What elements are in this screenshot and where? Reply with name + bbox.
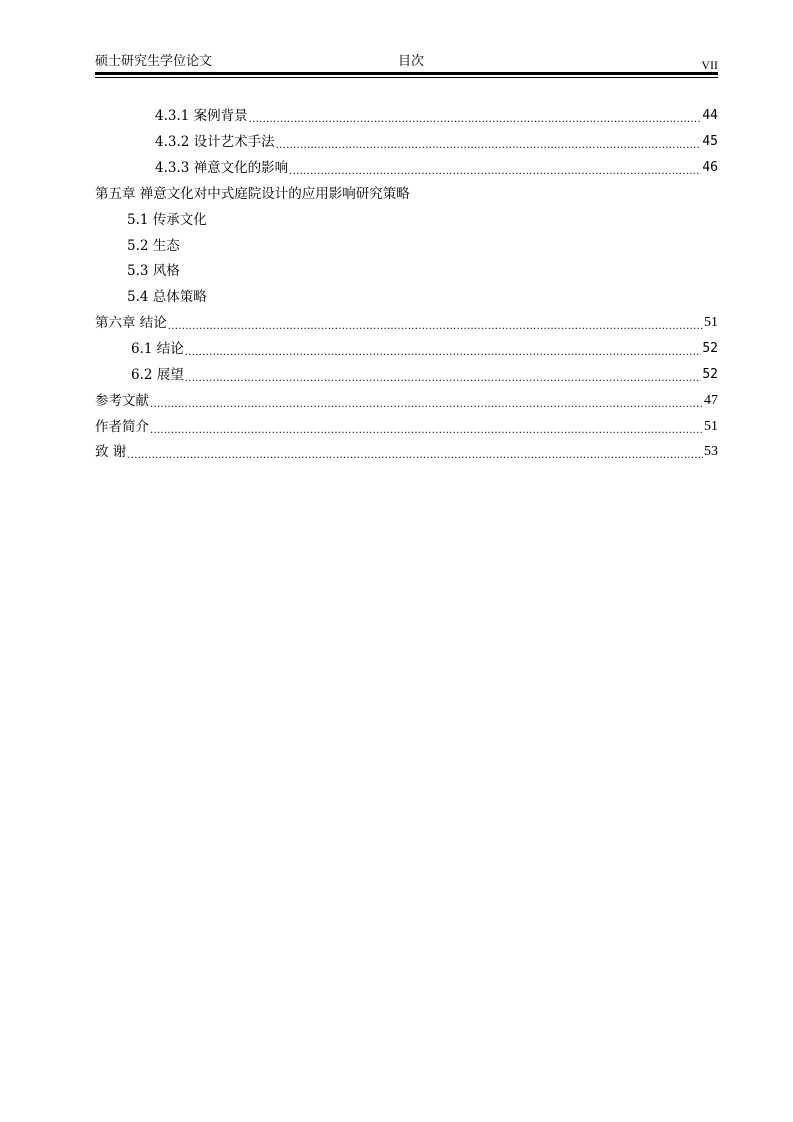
toc-entry-label: 致 谢 bbox=[95, 444, 127, 460]
toc-entry-references[interactable] bbox=[95, 390, 718, 412]
toc-entry-5-3[interactable] bbox=[127, 260, 718, 282]
toc-entry-page: 46 bbox=[702, 160, 718, 175]
toc-entry-label: 第六章 结论 bbox=[95, 315, 167, 331]
toc-entry-page: 45 bbox=[702, 134, 718, 149]
header-section-title: 目次 bbox=[398, 54, 425, 69]
toc-entry-6-1[interactable] bbox=[131, 338, 718, 360]
toc-entry-label: 5.2 生态 bbox=[127, 238, 180, 254]
toc-leader-dots bbox=[185, 338, 702, 360]
toc-entry-page: 44 bbox=[702, 108, 718, 123]
toc-entry-page: 52 bbox=[702, 367, 718, 382]
toc-entry-5-2[interactable] bbox=[127, 235, 718, 257]
toc-entry-5-1[interactable] bbox=[127, 209, 718, 231]
toc-entry-4-3-3[interactable] bbox=[155, 157, 718, 179]
toc-leader-dots bbox=[249, 105, 702, 127]
toc-entry-label: 5.4 总体策略 bbox=[127, 289, 207, 305]
toc-entry-acknowledgements[interactable] bbox=[95, 441, 718, 463]
toc-leader-dots bbox=[276, 131, 702, 153]
toc-entry-label: 5.3 风格 bbox=[127, 263, 180, 279]
header-rule-thick bbox=[95, 72, 718, 75]
toc-leader-dots bbox=[150, 390, 703, 412]
toc-entry-page: 51 bbox=[704, 419, 718, 434]
toc-entry-4-3-1[interactable] bbox=[155, 105, 718, 127]
toc-entry-chapter-5[interactable] bbox=[95, 183, 718, 205]
toc-entry-label: 5.1 传承文化 bbox=[127, 212, 207, 228]
toc-leader-dots bbox=[289, 157, 701, 179]
header-page-number: VII bbox=[701, 58, 718, 72]
toc-entry-page: 51 bbox=[704, 315, 718, 330]
toc-entry-label: 4.3.2 设计艺术手法 bbox=[155, 134, 275, 150]
toc-leader-dots bbox=[150, 416, 703, 438]
toc-entry-author-bio[interactable] bbox=[95, 416, 718, 438]
toc-leader-dots bbox=[185, 364, 702, 386]
toc-entry-label: 参考文献 bbox=[95, 393, 149, 409]
toc-entry-label: 4.3.1 案例背景 bbox=[155, 108, 248, 124]
toc-entry-6-2[interactable] bbox=[131, 364, 718, 386]
toc-entry-4-3-2[interactable] bbox=[155, 131, 718, 153]
toc-entry-label: 作者简介 bbox=[95, 419, 149, 435]
toc-entry-5-4[interactable] bbox=[127, 286, 718, 308]
toc-entry-label: 第五章 禅意文化对中式庭院设计的应用影响研究策略 bbox=[95, 186, 410, 202]
header-thesis-type: 硕士研究生学位论文 bbox=[95, 54, 213, 69]
toc-entry-label: 4.3.3 禅意文化的影响 bbox=[155, 160, 289, 176]
toc-entry-label: 6.1 结论 bbox=[131, 341, 184, 357]
toc-leader-dots bbox=[168, 312, 703, 334]
toc-leader-dots bbox=[127, 441, 703, 463]
toc-entry-page: 52 bbox=[702, 341, 718, 356]
toc-entry-chapter-6[interactable] bbox=[95, 312, 718, 334]
header-rule-thin bbox=[95, 77, 718, 78]
running-header bbox=[95, 53, 718, 71]
toc-entry-page: 53 bbox=[704, 444, 718, 459]
toc-entry-label: 6.2 展望 bbox=[131, 367, 184, 383]
toc-entry-page: 47 bbox=[704, 393, 718, 408]
